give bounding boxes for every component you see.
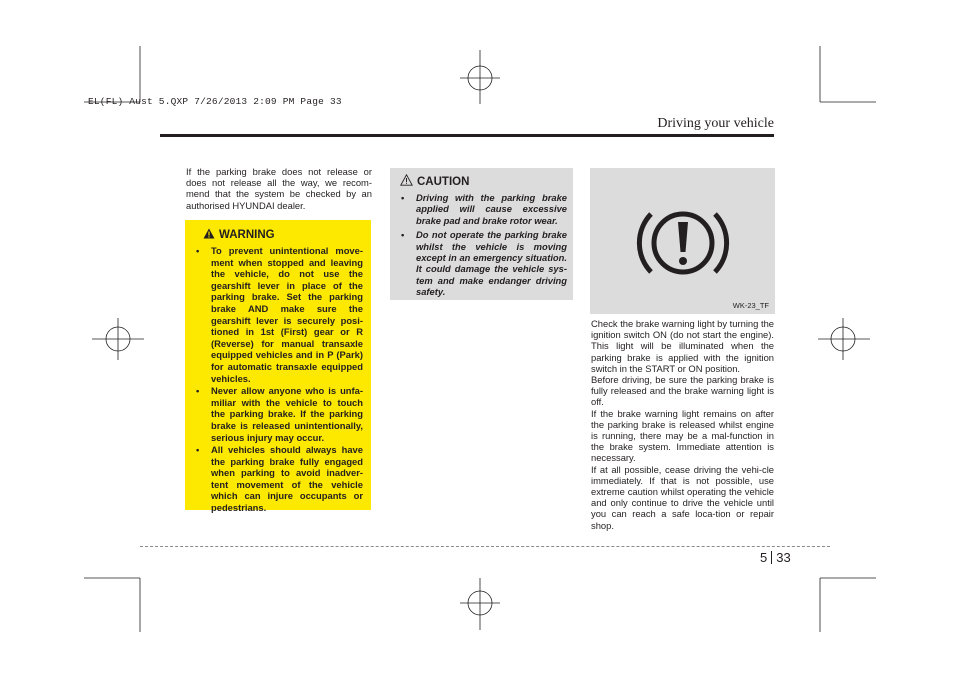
registration-target-left bbox=[92, 318, 144, 360]
right-column-text bbox=[591, 318, 774, 531]
caution-item: • Do not operate the parking brake whilst the vehicle is moving except in an emergency situation. It could damage the vehicle sys-tem and make endanger driving safety. bbox=[396, 229, 567, 297]
warning-item: • All vehicles should always have the parking brake fully engaged when parking to avoid inadver-tent movement of the vehicle which can injure occupants or pedestrians. bbox=[191, 444, 363, 514]
caution-box bbox=[390, 168, 573, 300]
brake-warning-light-icon bbox=[635, 200, 731, 291]
brake-warning-figure bbox=[590, 168, 775, 314]
page-number bbox=[760, 550, 791, 565]
warning-title: WARNING bbox=[219, 229, 275, 241]
paragraph: Before driving, be sure the parking brake is fully released and the brake warning light is off. bbox=[591, 374, 774, 408]
warning-heading bbox=[203, 228, 363, 242]
paragraph: If at all possible, cease driving the vehi-cle immediately. If that is not possible, use extreme caution whilst operating the vehicle and only continue to drive the vehicle until you can reach a safe loca-tion or repair shop. bbox=[591, 463, 774, 531]
print-slug: EL(FL) Aust 5.QXP 7/26/2013 2:09 PM Page 33 bbox=[88, 96, 342, 107]
chapter-number: 5 bbox=[760, 550, 768, 565]
paragraph: Check the brake warning light by turning the ignition switch ON (do not start the engine). This light will be illuminated when the parking brake is applied with the ignition switch in the START or ON position. bbox=[591, 318, 774, 374]
page-number-value: 33 bbox=[776, 550, 791, 565]
registration-target-bottom bbox=[460, 578, 500, 630]
registration-target-right bbox=[818, 318, 870, 360]
intro-text: If the parking brake does not release or does not release all the way, we recom-mend that the system be checked by an authorised HYUNDAI dealer. bbox=[186, 166, 372, 211]
caution-item: • Driving with the parking brake applied will cause excessive brake pad and brake rotor wear. bbox=[396, 192, 567, 226]
warning-triangle-icon bbox=[203, 228, 215, 242]
page-number-divider bbox=[771, 551, 772, 564]
caution-heading bbox=[400, 174, 567, 189]
footer-rule bbox=[140, 546, 830, 547]
figure-caption: WK-23_TF bbox=[732, 301, 769, 310]
caution-triangle-icon bbox=[400, 174, 413, 189]
caution-list bbox=[396, 192, 567, 298]
intro-paragraph bbox=[186, 166, 372, 211]
warning-list bbox=[191, 245, 363, 514]
registration-target-top bbox=[460, 50, 500, 104]
warning-box bbox=[185, 220, 371, 514]
title-rule bbox=[160, 134, 774, 137]
warning-item: • To prevent unintentional move-ment when stopped and leaving the vehicle, do not use the gearshift lever in place of the parking brake. Set the parking brake AND make sure the gearshift lever is securely posi-tioned in 1st (First) gear or R (Reverse) for manual transaxle equipped vehicles and in P (Park) for automatic transaxle equipped vehicles. bbox=[191, 245, 363, 384]
section-title: Driving your vehicle bbox=[657, 116, 774, 131]
paragraph: If the brake warning light remains on after the parking brake is released whilst engine is running, there may be a mal-function in the brake system. Immediate attention is necessary. bbox=[591, 407, 774, 464]
warning-item: • Never allow anyone who is unfa-miliar with the vehicle to touch the parking brake. If the parking brake is released unintentionally, serious injury may occur. bbox=[191, 385, 363, 443]
caution-title: CAUTION bbox=[417, 175, 470, 188]
